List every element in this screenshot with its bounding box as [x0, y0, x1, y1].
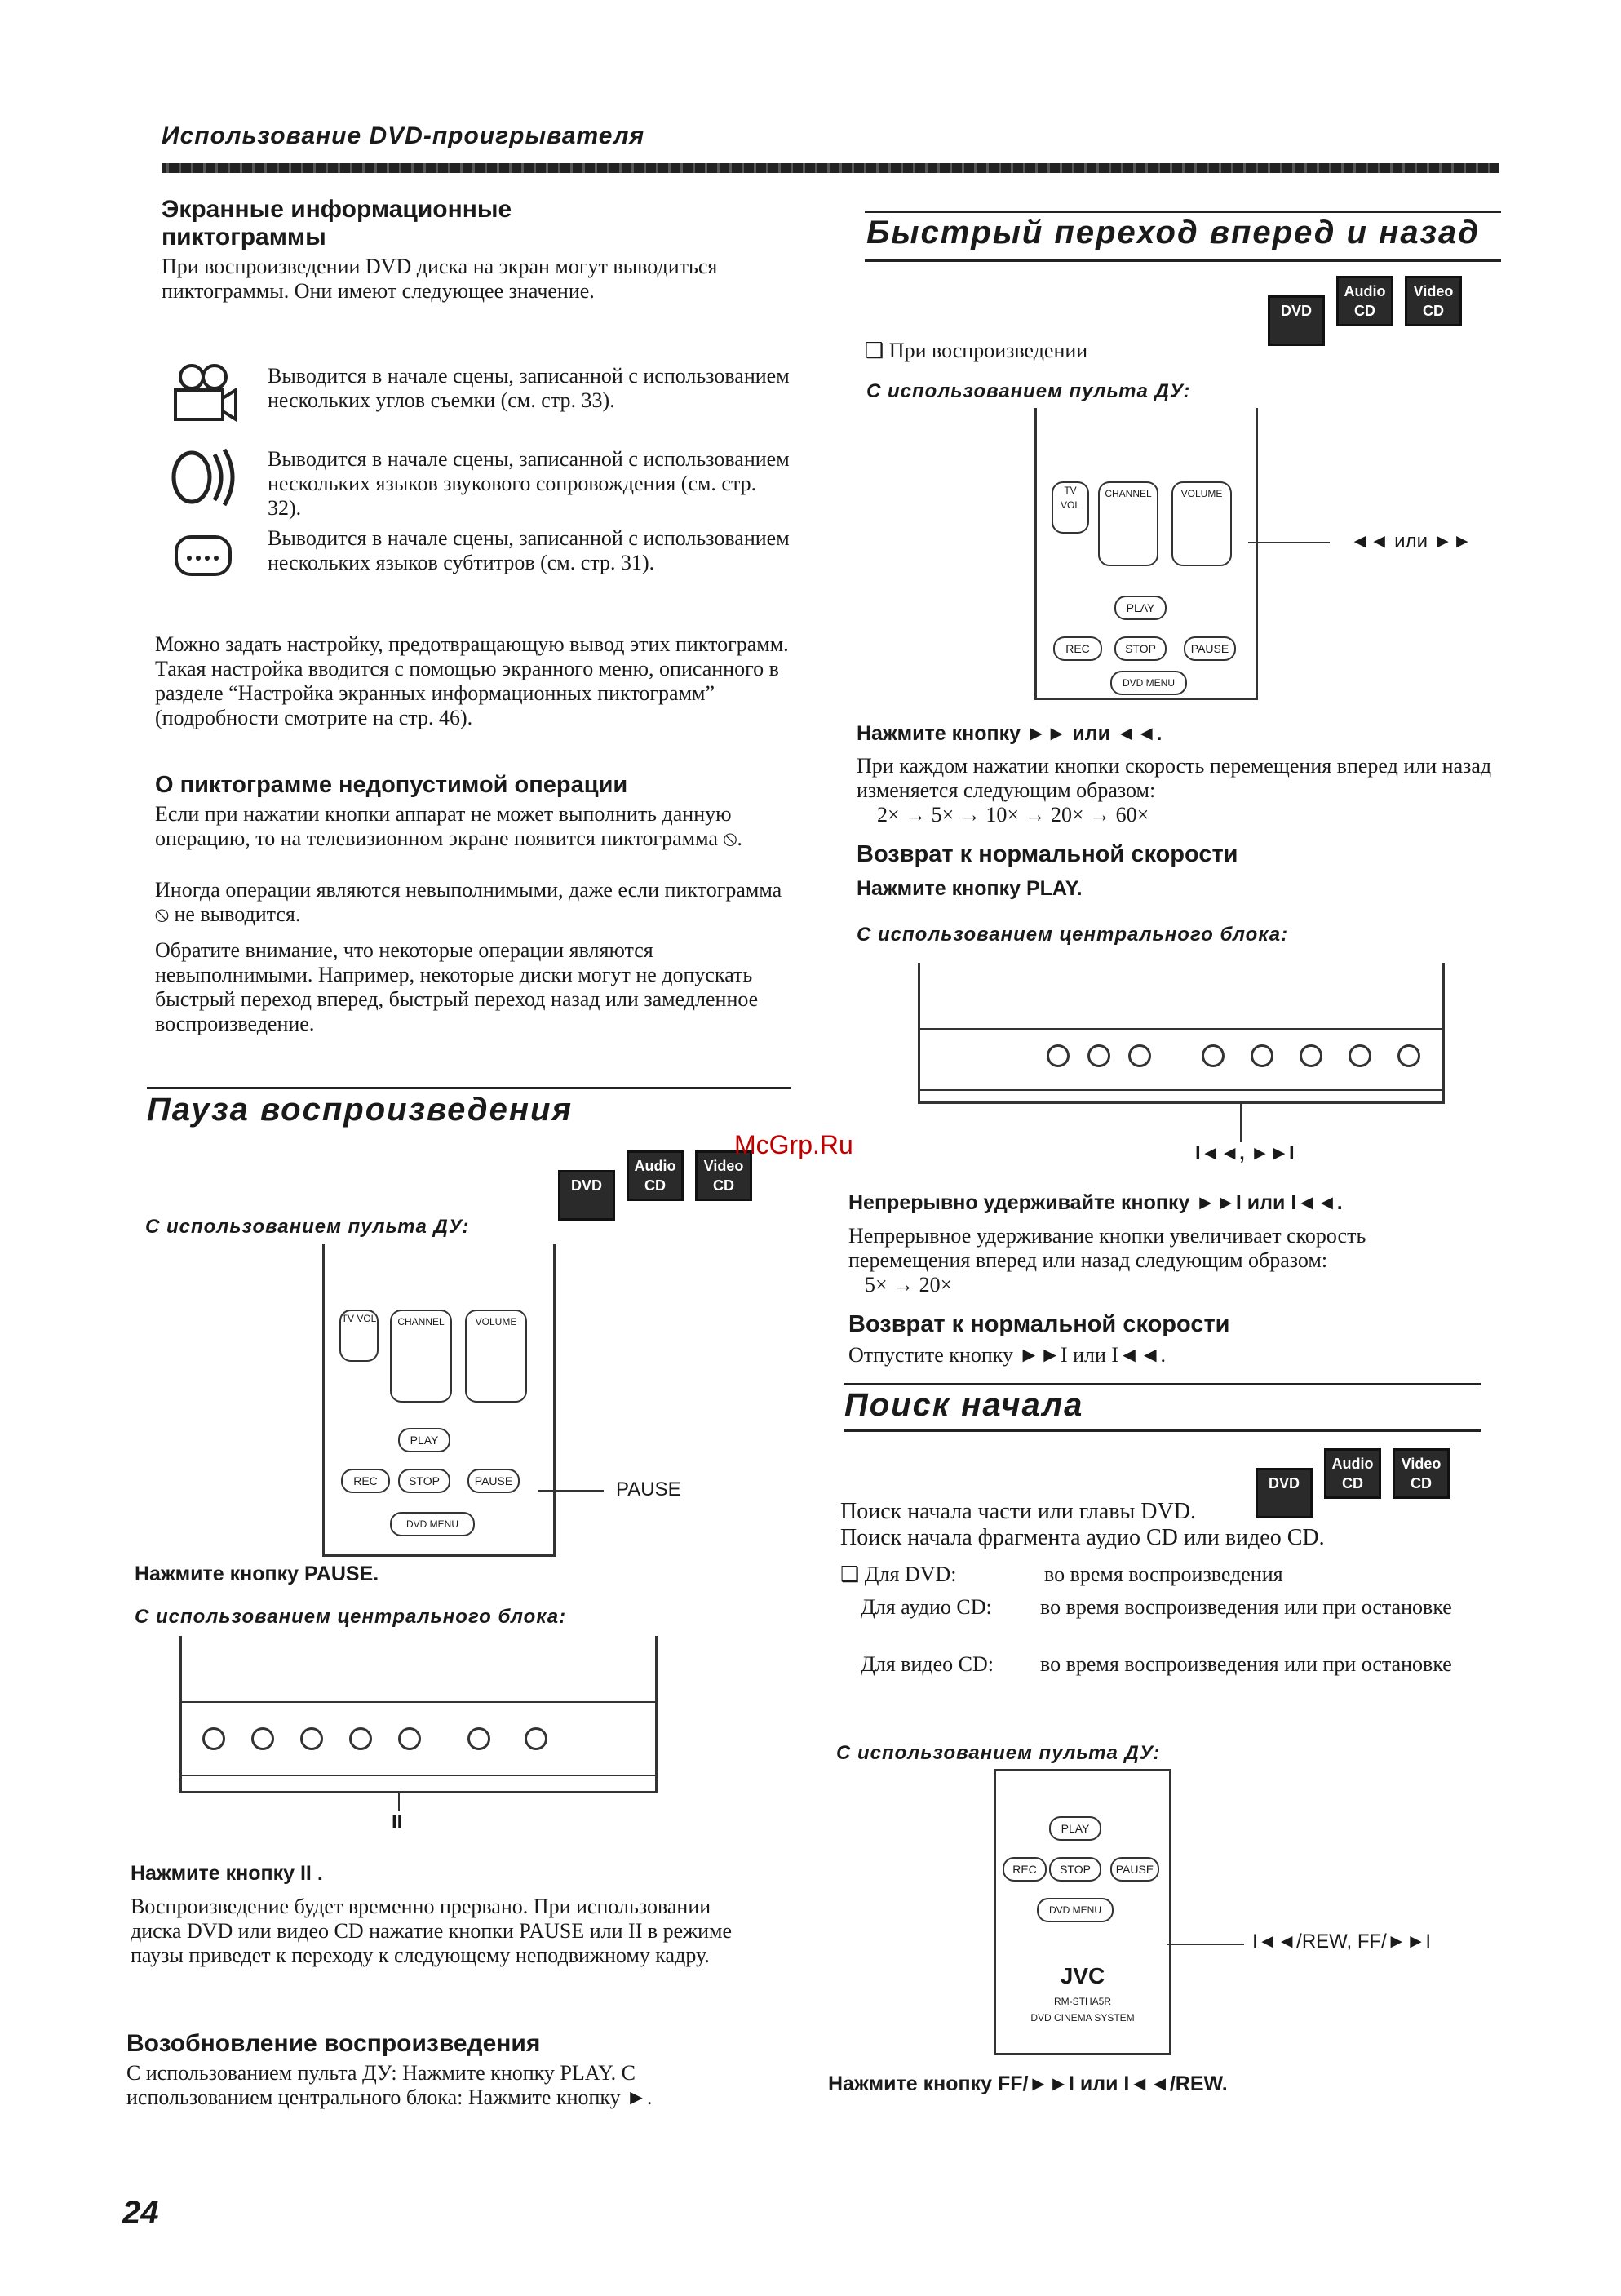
- audio-cd-badge: Audio CD: [1324, 1448, 1381, 1499]
- callout-line: [538, 1490, 604, 1492]
- jvc-logo: JVC: [1060, 1963, 1105, 1988]
- pause-button: PAUSE: [1184, 636, 1236, 661]
- stop-button: STOP: [398, 1469, 450, 1493]
- icons-intro: При воспроизведении DVD диска на экран могут выводиться пиктограммы. Они имеют следующее значение.: [162, 255, 718, 303]
- format-badges: [1244, 1448, 1450, 1518]
- search-remote-label: С использованием пульта ДУ:: [836, 1742, 1161, 1764]
- video-cd-badge: Video CD: [1393, 1448, 1450, 1499]
- rec-button: REC: [1053, 636, 1102, 661]
- section-rule: [844, 1383, 1481, 1385]
- search-text-1: Поиск начала части или главы DVD.: [840, 1499, 1196, 1524]
- search-row-label: Для видео CD:: [861, 1652, 994, 1676]
- remote-control-illustration: [322, 1244, 556, 1557]
- pause-press-instruction: Нажмите кнопку PAUSE.: [135, 1562, 379, 1585]
- pause-callout: PAUSE: [616, 1478, 681, 1500]
- pause-remote-label: С использованием пульта ДУ:: [145, 1216, 470, 1238]
- search-callout: I◄◄/REW, FF/►►I: [1252, 1930, 1432, 1952]
- pause-unit-label: С использованием центрального блока:: [135, 1606, 567, 1628]
- hold-speeds: 5× → 20×: [865, 1273, 953, 1296]
- note-text: Обратите внимание, что некоторые операции являются невыполнимыми. Например, некоторые диски могут не допускать быстрый переход вперед, быстрый переход назад или замедленное воспроизведение.: [155, 938, 759, 1035]
- volume-button: VOLUME: [1171, 481, 1232, 566]
- section-rule: [844, 1429, 1481, 1432]
- ff-remote-label: С использованием пульта ДУ:: [866, 380, 1191, 402]
- ff-callout: ◄◄ или ►►: [1350, 530, 1473, 552]
- ff-during: ❑ При воспроизведении: [865, 339, 1088, 362]
- normal-speed-heading-2: Возврат к нормальной скорости: [848, 1311, 1230, 1337]
- section-rule: [865, 259, 1501, 262]
- channel-button: CHANNEL: [390, 1310, 452, 1403]
- audio-cd-badge: Audio CD: [1336, 276, 1393, 326]
- ff-heading: Быстрый переход вперед и назад: [866, 215, 1480, 250]
- pause-press-instruction-2: Нажмите кнопку II .: [131, 1862, 323, 1885]
- section-rule: [865, 211, 1501, 213]
- search-row-value: во время воспроизведения или при остановке: [1040, 1652, 1452, 1676]
- pause-button: PAUSE: [1110, 1857, 1159, 1882]
- format-badges: [547, 1150, 752, 1221]
- central-unit-illustration: [918, 963, 1445, 1104]
- search-press-instruction: Нажмите кнопку FF/►►I или I◄◄/REW.: [828, 2072, 1228, 2095]
- ff-text: При каждом нажатии кнопки скорость перемещения вперед или назад изменяется следующим образом:: [857, 754, 1492, 802]
- watermark: McGrp.Ru: [734, 1130, 853, 1159]
- normal-speed-text: Отпустите кнопку ►►I или I◄◄.: [848, 1343, 1167, 1367]
- callout-line: [1240, 1101, 1242, 1142]
- ff-press-instruction: Нажмите кнопку ►► или ◄◄.: [857, 722, 1163, 745]
- icon-row-text: Выводится в начале сцены, записанной с использованием нескольких языков субтитров (см. стр. 31).: [268, 526, 790, 574]
- channel-button: CHANNEL: [1098, 481, 1158, 566]
- search-heading: Поиск начала: [844, 1387, 1084, 1423]
- dvd-badge: DVD: [1256, 1468, 1313, 1518]
- invalid-op-text-2: Иногда операции являются невыполнимыми, даже если пиктограмма ⦸ не выводится.: [155, 878, 782, 926]
- setting-text: Можно задать настройку, предотвращающую вывод этих пиктограмм. Такая настройка вводится с помощью экранного меню, описанного в разделе “Настройка экранных информационных пиктограмм” (подробности смотрите на стр. 46).: [155, 632, 789, 729]
- dvd-menu-button: DVD MENU: [1037, 1898, 1114, 1922]
- rec-button: REC: [341, 1469, 390, 1493]
- format-badges: [1256, 276, 1462, 346]
- callout-line: [1248, 542, 1330, 543]
- audio-waves-icon: [167, 445, 241, 510]
- camera-icon: [167, 359, 241, 432]
- rec-button: REC: [1003, 1857, 1047, 1882]
- header-rule: [162, 163, 1499, 173]
- remote-control-illustration: [994, 1769, 1171, 2055]
- audio-cd-badge: Audio CD: [627, 1150, 684, 1201]
- resume-text: С использованием пульта ДУ: Нажмите кнопку PLAY. С использованием центрального блока: Нажмите кнопку ►.: [126, 2061, 653, 2109]
- pause-text: Воспроизведение будет временно прервано. При использовании диска DVD или видео CD нажатие кнопки PAUSE или II в режиме паузы приведет к переходу к следующему неподвижному кадру.: [131, 1895, 733, 1967]
- page-number: 24: [122, 2195, 159, 2231]
- search-row-value: во время воспроизведения: [1044, 1562, 1283, 1586]
- hold-press-instruction: Непрерывно удерживайте кнопку ►►I или I◄◄.: [848, 1191, 1343, 1214]
- stop-button: STOP: [1114, 636, 1167, 661]
- remote-control-illustration: [1034, 408, 1258, 700]
- dvd-menu-button: DVD MENU: [1110, 671, 1187, 695]
- search-text-2: Поиск начала фрагмента аудио CD или видео CD.: [840, 1525, 1325, 1550]
- resume-heading: Возобновление воспроизведения: [126, 2030, 541, 2057]
- ff-unit-callout: I◄◄, ►►I: [1195, 1142, 1295, 1164]
- remote-system: DVD CINEMA SYSTEM: [1030, 2012, 1135, 2023]
- pause-button: PAUSE: [467, 1469, 520, 1493]
- callout-line: [1167, 1944, 1244, 1945]
- stop-button: STOP: [1049, 1857, 1101, 1882]
- invalid-op-heading: О пиктограмме недопустимой операции: [155, 772, 628, 798]
- play-button: PLAY: [1114, 596, 1167, 620]
- section-rule: [147, 1087, 791, 1089]
- dvd-badge: DVD: [558, 1170, 615, 1221]
- invalid-op-text: Если при нажатии кнопки аппарат не может выполнить данную операцию, то на телевизионном экране появится пиктограмма ⦸.: [155, 802, 742, 850]
- volume-button: VOLUME: [465, 1310, 527, 1403]
- icon-row-text: Выводится в начале сцены, записанной с использованием нескольких языков звукового сопровождения (см. стр. 32).: [268, 447, 790, 520]
- page-header-title: Использование DVD-проигрывателя: [162, 122, 645, 149]
- play-button: PLAY: [398, 1428, 450, 1452]
- remote-model: RM-STHA5R: [1053, 1996, 1111, 2007]
- normal-speed-heading: Возврат к нормальной скорости: [857, 841, 1238, 867]
- tv-vol-button: TV VOL: [1052, 481, 1089, 534]
- callout-line: [398, 1791, 400, 1811]
- dvd-menu-button: DVD MENU: [390, 1512, 475, 1536]
- tv-vol-button: TV VOL: [339, 1310, 379, 1362]
- dvd-badge: DVD: [1268, 295, 1325, 346]
- video-cd-badge: Video CD: [1405, 276, 1462, 326]
- pause-heading: Пауза воспроизведения: [147, 1092, 573, 1128]
- pause-unit-callout: II: [392, 1811, 403, 1833]
- search-row-value: во время воспроизведения или при остановке: [1040, 1595, 1452, 1619]
- icon-row-text: Выводится в начале сцены, записанной с использованием нескольких углов съемки (см. стр. 33).: [268, 364, 790, 412]
- search-row-label: ❑ Для DVD:: [840, 1562, 957, 1586]
- ff-speeds: 2× → 5× → 10× → 20× → 60×: [877, 803, 1149, 827]
- normal-press-instruction: Нажмите кнопку PLAY.: [857, 877, 1083, 900]
- subtitle-bubble-icon: [171, 530, 237, 587]
- search-row-label: Для аудио CD:: [861, 1595, 992, 1619]
- play-button: PLAY: [1049, 1816, 1101, 1841]
- hold-text: Непрерывное удерживание кнопки увеличивает скорость перемещения вперед или назад следующим образом:: [848, 1224, 1366, 1272]
- central-unit-illustration: [179, 1636, 658, 1793]
- video-cd-badge: Video CD: [695, 1150, 752, 1201]
- ff-unit-label: С использованием центрального блока:: [857, 924, 1289, 946]
- icons-heading: Экранные информационные пиктограммы: [162, 196, 512, 250]
